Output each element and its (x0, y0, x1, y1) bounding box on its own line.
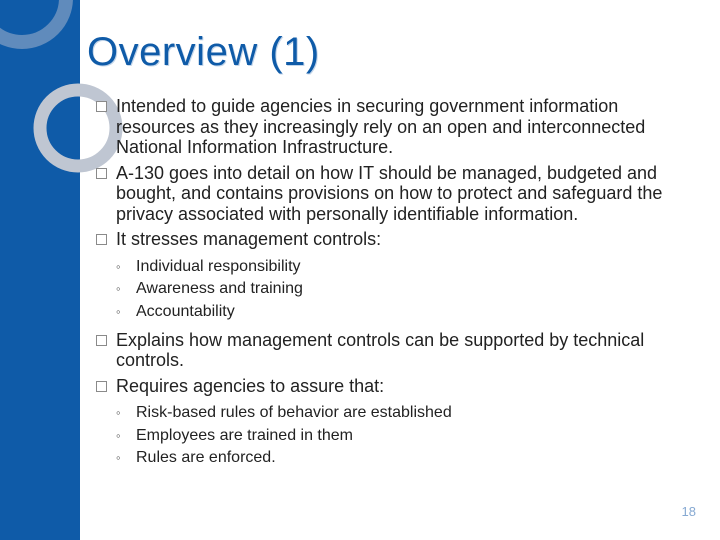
bullet-item (96, 163, 686, 225)
bullet-item (96, 330, 686, 371)
assure-sublist (96, 402, 686, 468)
ring-bullet-icon: ◦ (116, 405, 121, 420)
sub-bullet-text: Accountability (136, 302, 235, 320)
bullet-text: Intended to guide agencies in securing government information resources as they increasingly rely on an open and interconnected National Information Infrastructure. (116, 96, 646, 157)
sub-bullet-item (96, 447, 686, 468)
bullet-text: A-130 goes into detail on how IT should be managed, budgeted and bought, and contains provisions on how to protect and safeguard the privacy associated with personally identifiable information. (116, 162, 663, 224)
sub-bullet-text: Awareness and training (136, 280, 303, 297)
sub-bullet-text: Employees are trained in them (136, 426, 353, 444)
square-bullet-icon (96, 101, 107, 112)
square-bullet-icon (96, 381, 107, 392)
sub-bullet-item (96, 301, 686, 322)
bullet-item (96, 376, 686, 397)
bullet-text: It stresses management controls: (116, 229, 382, 249)
bullet-text: Explains how management controls can be supported by technical controls. (116, 329, 645, 370)
ring-bullet-icon: ◦ (116, 258, 121, 274)
sub-bullet-text: Rules are enforced. (136, 449, 276, 466)
sub-bullet-text: Individual responsibility (136, 257, 301, 275)
page-number: 18 (681, 504, 696, 519)
sub-bullet-text: Risk-based rules of behavior are established (136, 404, 452, 421)
bullet-item (96, 96, 686, 158)
ring-bullet-icon: ◦ (116, 450, 121, 465)
sub-bullet-item (96, 256, 686, 277)
slide-content (96, 96, 686, 476)
bullet-text: Requires agencies to assure that: (116, 375, 385, 396)
slide-title: Overview (1) (87, 30, 320, 74)
sub-bullet-item (96, 278, 686, 299)
bullet-item (96, 229, 686, 250)
square-bullet-icon (96, 168, 107, 179)
ring-bullet-icon: ◦ (116, 303, 121, 319)
sub-bullet-item (96, 425, 686, 446)
sub-bullet-item (96, 402, 686, 423)
square-bullet-icon (96, 335, 107, 346)
controls-sublist (96, 256, 686, 322)
ring-bullet-icon: ◦ (116, 281, 121, 296)
ring-bullet-icon: ◦ (116, 427, 121, 443)
square-bullet-icon (96, 234, 107, 245)
